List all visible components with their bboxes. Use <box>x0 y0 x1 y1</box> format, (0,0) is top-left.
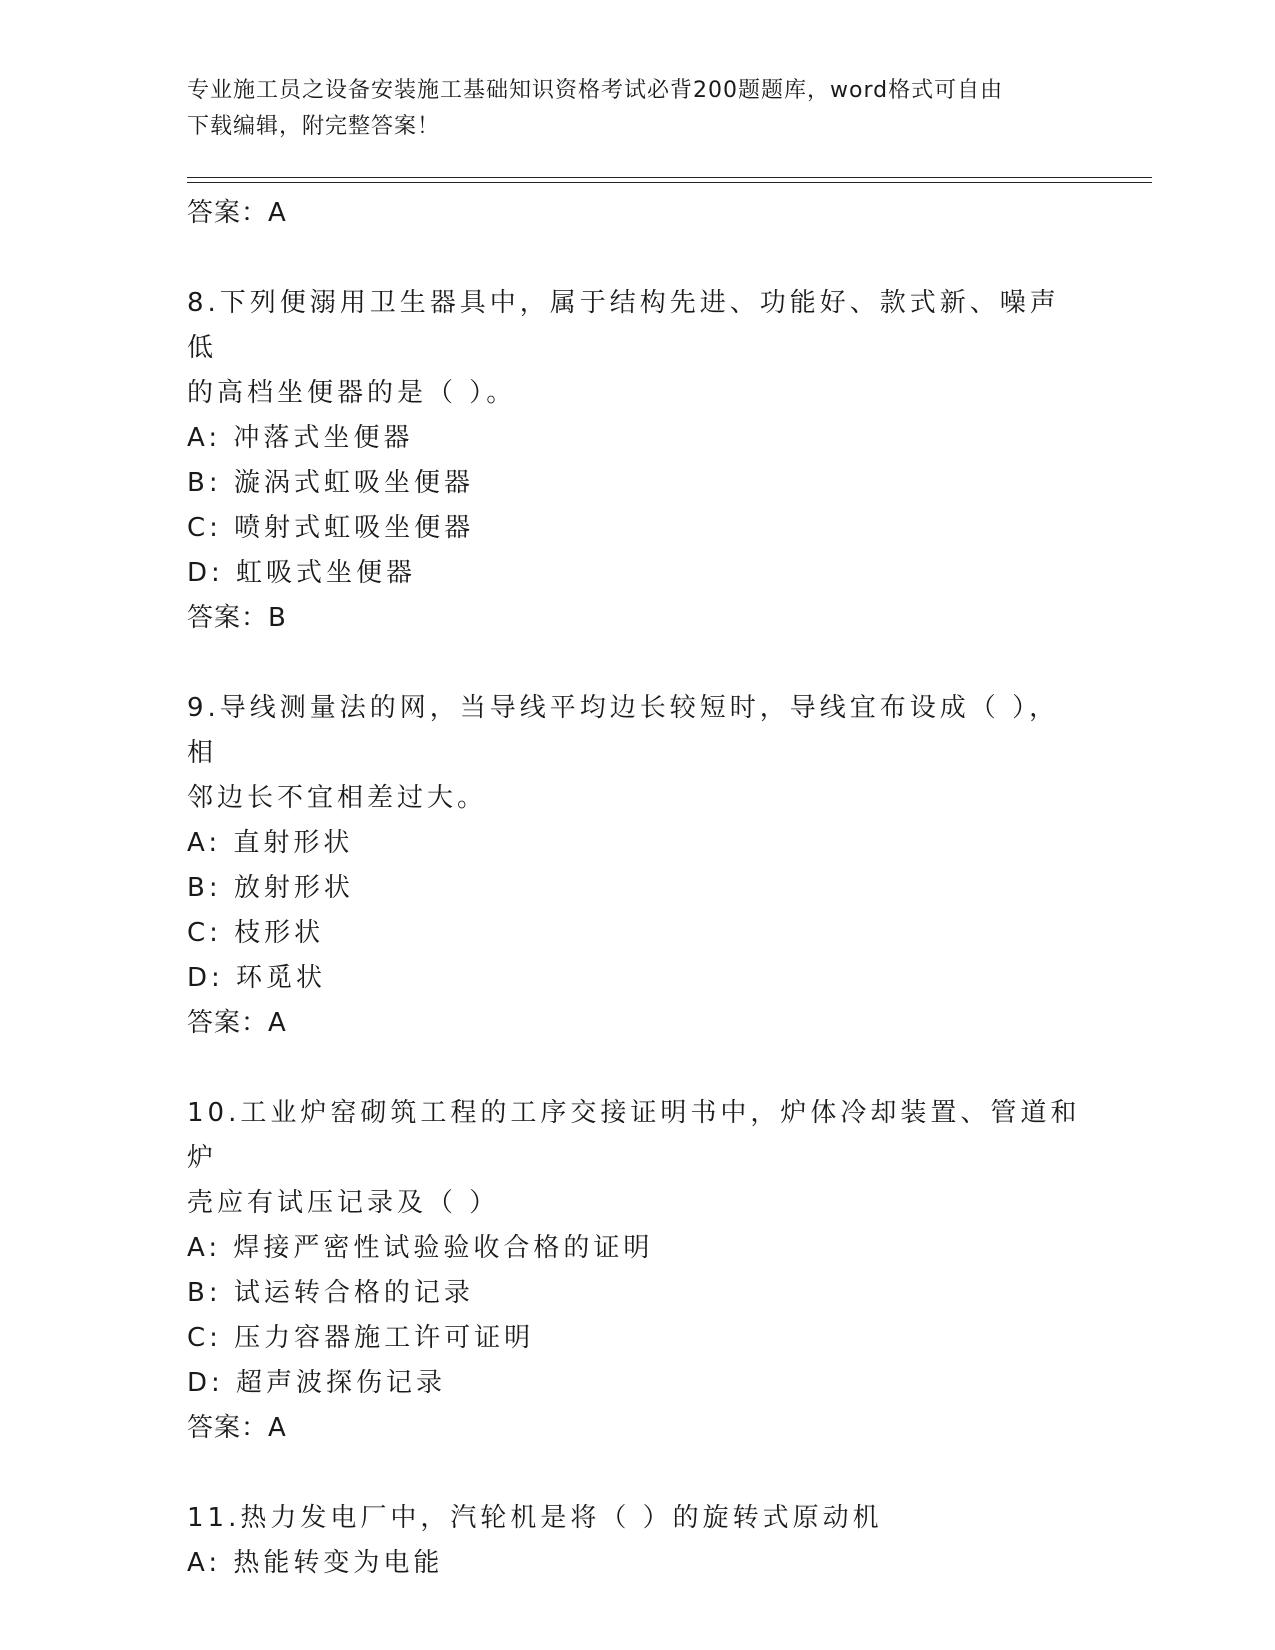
question-text: 9.导线测量法的网，当导线平均边长较短时，导线宜布设成（ ），相 <box>187 693 1060 768</box>
option-a: A: 冲落式坐便器 <box>187 423 414 453</box>
header-divider-top <box>187 177 1152 178</box>
header-line-2: 下载编辑，附完整答案！ <box>187 114 441 139</box>
option-b: B: 试运转合格的记录 <box>187 1278 474 1308</box>
option-d: D: 超声波探伤记录 <box>187 1368 447 1398</box>
header-line-1: 专业施工员之设备安装施工基础知识资格考试必背200题题库，word格式可自由 <box>187 78 1004 103</box>
question-text: 11.热力发电厂中，汽轮机是将（ ）的旋转式原动机 <box>187 1503 883 1533</box>
document-header <box>187 73 1067 145</box>
header-divider-bottom <box>187 182 1152 183</box>
option-b: B: 放射形状 <box>187 873 354 903</box>
option-b: B: 漩涡式虹吸坐便器 <box>187 468 474 498</box>
option-c: C: 枝形状 <box>187 918 325 948</box>
question-10 <box>187 1091 1087 1451</box>
question-9 <box>187 686 1087 1046</box>
option-d: D: 虹吸式坐便器 <box>187 558 417 588</box>
answer-line: 答案：A <box>187 198 287 228</box>
option-c: C: 喷射式虹吸坐便器 <box>187 513 475 543</box>
question-8 <box>187 281 1087 641</box>
answer-line: 答案：A <box>187 1413 287 1443</box>
question-text-cont: 邻边长不宜相差过大。 <box>187 783 488 813</box>
question-text-cont: 的高档坐便器的是（ ）。 <box>187 378 517 408</box>
question-text: 8.下列便溺用卫生器具中，属于结构先进、功能好、款式新、噪声低 <box>187 288 1060 363</box>
option-a: A: 热能转变为电能 <box>187 1548 444 1578</box>
question-list <box>187 191 1087 1586</box>
question-text-cont: 壳应有试压记录及（ ） <box>187 1188 500 1218</box>
question-text: 10.工业炉窑砌筑工程的工序交接证明书中，炉体冷却装置、管道和炉 <box>187 1098 1081 1173</box>
option-d: D: 环觅状 <box>187 963 327 993</box>
answer-line: 答案：B <box>187 603 287 633</box>
option-a: A: 直射形状 <box>187 828 354 858</box>
option-c: C: 压力容器施工许可证明 <box>187 1323 535 1353</box>
answer-line: 答案：A <box>187 1008 287 1038</box>
question-11 <box>187 1496 1087 1586</box>
option-a: A: 焊接严密性试验验收合格的证明 <box>187 1233 654 1263</box>
